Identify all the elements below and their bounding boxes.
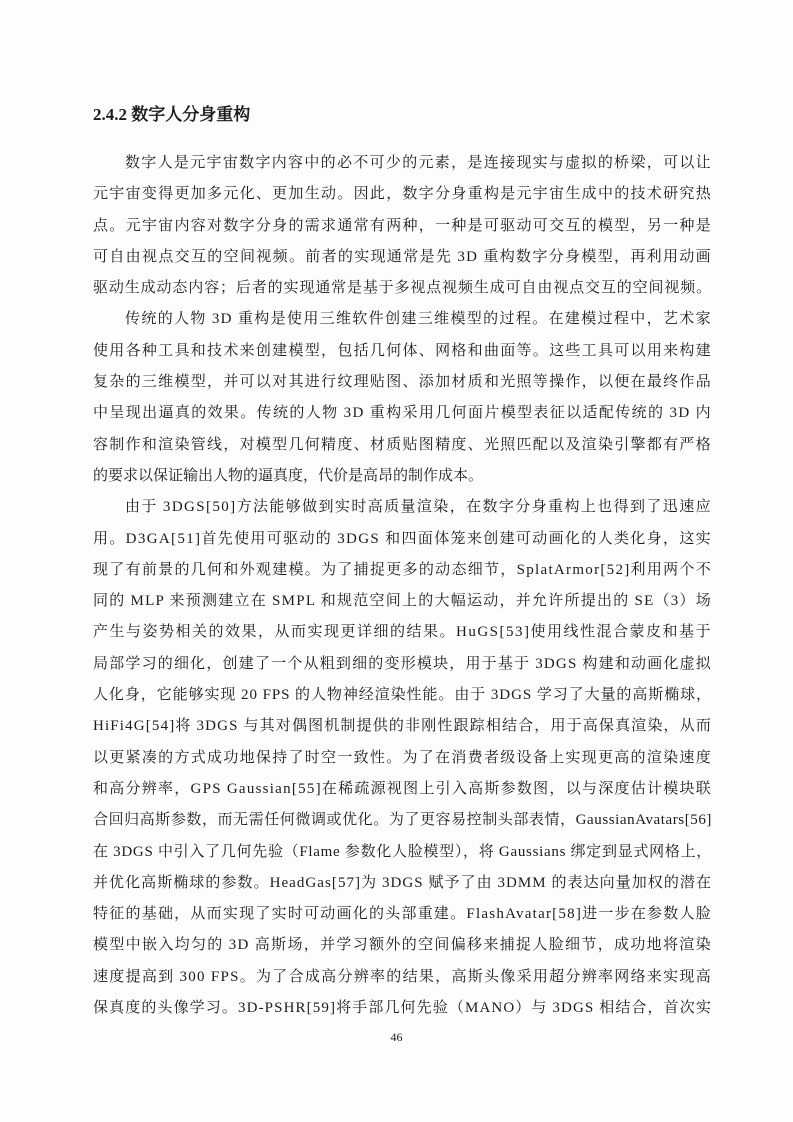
text-line: 由于 3DGS[50]方法能够做到实时高质量渲染，在数字分身重构上也得到了迅速应 [125, 499, 712, 516]
text-line: 同的 MLP 来预测建立在 SMPL 和规范空间上的大幅运动，并允许所提出的 SE（3）场 [93, 593, 712, 610]
body-text [93, 148, 712, 1024]
text-line: 并优化高斯椭球的参数。HeadGas[57]为 3DGS 赋予了由 3DMM 的表达向量加权的潜在 [93, 874, 712, 891]
text-line: 速度提高到 300 FPS。为了合成高分辨率的结果，高斯头像采用超分辨率网络来实现高 [93, 968, 712, 985]
text-line: 传统的人物 3D 重构是使用三维软件创建三维模型的过程。在建模过程中，艺术家 [125, 311, 712, 328]
text-line: 使用各种工具和技术来创建模型，包括几何体、网格和曲面等。这些工具可以用来构建 [93, 342, 712, 359]
text-line: 人化身，它能够实现 20 FPS 的人物神经渲染性能。由于 3DGS 学习了大量的高斯椭球， [93, 687, 712, 704]
text-line: 局部学习的细化，创建了一个从粗到细的变形模块，用于基于 3DGS 构建和动画化虚拟 [93, 655, 712, 672]
text-line: 和高分辨率，GPS Gaussian[55]在稀疏源视图上引入高斯参数图，以与深度估计模块联 [93, 780, 712, 797]
text-line: 驱动生成动态内容；后者的实现通常是基于多视点视频生成可自由视点交互的空间视频。 [93, 280, 712, 297]
text-line: 点。元宇宙内容对数字分身的需求通常有两种，一种是可驱动可交互的模型，另一种是 [93, 217, 712, 234]
text-line: 用。D3GA[51]首先使用可驱动的 3DGS 和四面体笼来创建可动画化的人类化身，这实 [93, 530, 712, 547]
text-line: 产生与姿势相关的效果，从而实现更详细的结果。HuGS[53]使用线性混合蒙皮和基于 [93, 624, 712, 641]
text-line: 容制作和渲染管线，对模型几何精度、材质贴图精度、光照匹配以及渲染引擎都有严格 [93, 436, 712, 453]
text-line: 以更紧凑的方式成功地保持了时空一致性。为了在消费者级设备上实现更高的渲染速度 [93, 749, 712, 766]
section-heading: 2.4.2 数字人分身重构 [93, 105, 251, 124]
text-line: 现了有前景的几何和外观建模。为了捕捉更多的动态细节，SplatArmor[52]利用两个不 [93, 561, 712, 578]
text-line: 中呈现出逼真的效果。传统的人物 3D 重构采用几何面片模型表征以适配传统的 3D 内 [93, 405, 712, 422]
text-line: 模型中嵌入均匀的 3D 高斯场，并学习额外的空间偏移来捕捉人脸细节，成功地将渲染 [93, 937, 712, 954]
text-line: HiFi4G[54]将 3DGS 与其对偶图机制提供的非刚性跟踪相结合，用于高保真渲染，从而 [93, 718, 712, 735]
text-line: 在 3DGS 中引入了几何先验（Flame 参数化人脸模型），将 Gaussians 绑定到显式网格上， [93, 843, 712, 860]
text-line: 合回归高斯参数，而无需任何微调或优化。为了更容易控制头部表情，GaussianAvatars[56] [93, 812, 712, 829]
text-line: 保真度的头像学习。3D-PSHR[59]将手部几何先验（MANO）与 3DGS 相结合，首次实 [93, 1000, 712, 1017]
text-line: 可自由视点交互的空间视频。前者的实现通常是先 3D 重构数字分身模型，再利用动画 [93, 248, 712, 265]
page-number: 46 [390, 1030, 403, 1044]
text-line: 复杂的三维模型，并可以对其进行纹理贴图、添加材质和光照等操作，以便在最终作品 [93, 374, 712, 391]
text-line: 的要求以保证输出人物的逼真度，代价是高昂的制作成本。 [93, 467, 484, 484]
text-line: 数字人是元宇宙数字内容中的必不可少的元素，是连接现实与虚拟的桥梁，可以让 [125, 155, 712, 171]
text-line: 元宇宙变得更加多元化、更加生动。因此，数字分身重构是元宇宙生成中的技术研究热 [93, 186, 712, 203]
text-line: 特征的基础，从而实现了实时可动画化的头部重建。FlashAvatar[58]进一步在参数人脸 [93, 906, 712, 923]
